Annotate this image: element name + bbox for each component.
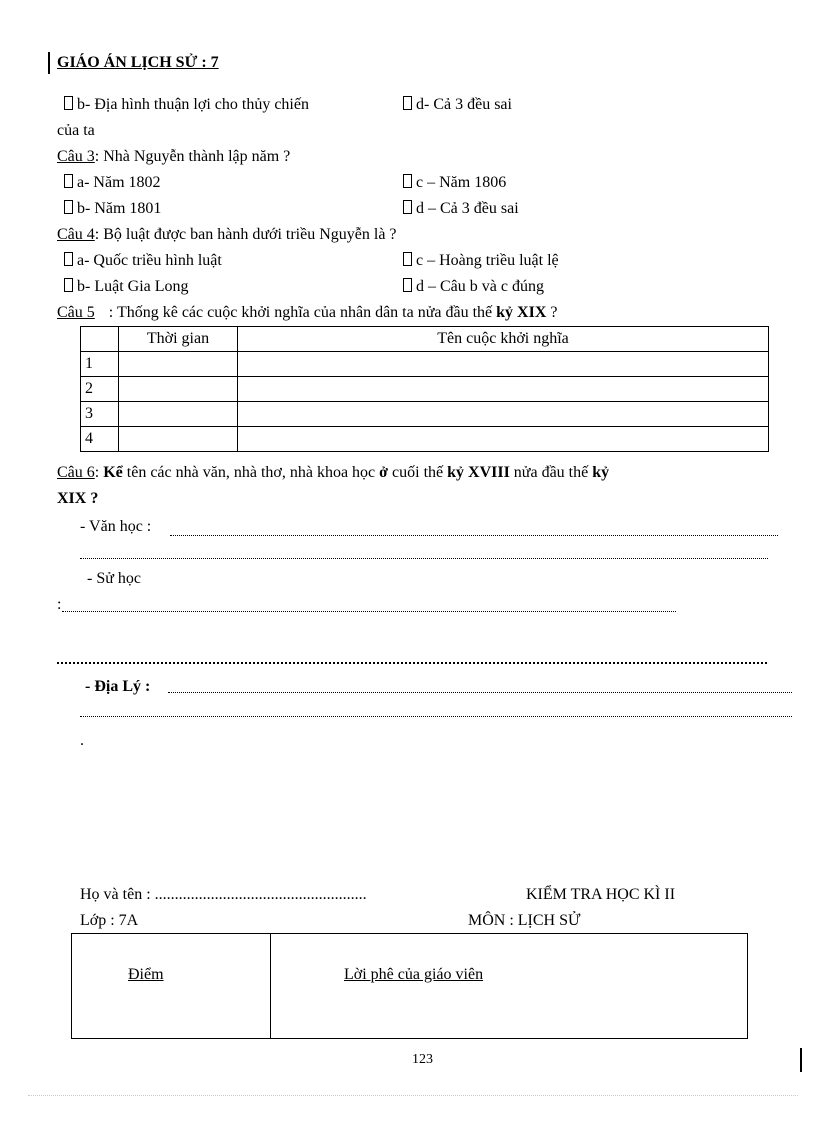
geography-label: - Địa Lý : [85,678,151,695]
student-name-field[interactable]: Họ và tên : ..................................................... [80,886,367,903]
history-label: - Sử học [87,570,141,587]
name-cell[interactable] [238,377,769,402]
q3-option-a: a- Năm 1802 [64,174,161,192]
geography-answer-line-2[interactable] [80,716,792,717]
grade-box [71,933,748,1039]
name-cell[interactable] [238,427,769,452]
exam-title: KIỂM TRA HỌC KÌ II [526,886,676,903]
page-title: GIÁO ÁN LỊCH SỬ : 7 [57,54,219,71]
q3-option-c: c – Năm 1806 [403,174,506,192]
question-6-line-2: XIX ? [57,490,99,507]
q3-option-b: b- Năm 1801 [64,200,161,218]
history-answer-line[interactable] [62,611,676,612]
question-3: Câu 3: Nhà Nguyễn thành lập năm ? [57,148,291,165]
table-header-cell: Thời gian [119,327,238,352]
question-4: Câu 4: Bộ luật được ban hành dưới triều Nguyễn là ? [57,226,397,243]
time-cell[interactable] [119,352,238,377]
table-header-cell: Tên cuộc khởi nghĩa [238,327,769,352]
q2-option-d: d- Cả 3 đều sai [403,96,512,114]
row-number: 3 [81,402,119,427]
checkbox-icon [64,200,73,214]
literature-label: - Văn học : [80,518,152,535]
time-cell[interactable] [119,377,238,402]
q4-option-c: c – Hoàng triều luật lệ [403,252,559,270]
question-6: Câu 6: Kể tên các nhà văn, nhà thơ, nhà khoa học ở cuối thế kỷ XVIII nửa đầu thế kỷ [57,464,610,481]
checkbox-icon [64,278,73,292]
name-cell[interactable] [238,402,769,427]
row-number: 4 [81,427,119,452]
checkbox-icon [64,174,73,188]
row-number: 1 [81,352,119,377]
table-row [81,427,769,452]
page-number: 123 [412,1052,433,1067]
left-margin-bar [48,52,50,74]
checkbox-icon [403,278,412,292]
q2-option-b: b- Địa hình thuận lợi cho thủy chiến [64,96,309,114]
grade-box-divider [270,934,271,1038]
time-cell[interactable] [119,402,238,427]
geography-answer-line[interactable] [168,692,792,693]
table-row [81,352,769,377]
history-answer-line-2[interactable] [57,662,767,664]
q2-option-b-continued: của ta [57,122,95,139]
time-cell[interactable] [119,427,238,452]
history-colon: : [57,596,62,613]
row-number: 2 [81,377,119,402]
q4-option-d: d – Câu b và c đúng [403,278,544,296]
checkbox-icon [403,174,412,188]
table-header-row [81,327,769,352]
name-cell[interactable] [238,352,769,377]
stray-period: . [80,732,84,749]
table-row [81,402,769,427]
subject-label: MÔN : LỊCH SỬ [468,912,581,929]
checkbox-icon [403,96,412,110]
class-label: Lớp : 7A [80,912,139,929]
bottom-dotted-border [28,1095,798,1096]
teacher-comment-label: Lời phê của giáo viên [344,966,484,983]
table-header-cell [81,327,119,352]
checkbox-icon [64,96,73,110]
literature-answer-line-2[interactable] [80,558,768,559]
uprisings-table [80,326,769,452]
q4-option-a: a- Quốc triều hình luật [64,252,222,270]
right-margin-bar [800,1048,802,1072]
question-5: Câu 5 : Thống kê các cuộc khởi nghĩa của nhân dân ta nửa đầu thế kỷ XIX ? [57,304,558,321]
checkbox-icon [403,252,412,266]
literature-answer-line[interactable] [170,535,778,536]
checkbox-icon [403,200,412,214]
checkbox-icon [64,252,73,266]
q4-option-b: b- Luật Gia Long [64,278,189,296]
score-label: Điểm [128,966,164,983]
table-row [81,377,769,402]
q3-option-d: d – Cả 3 đều sai [403,200,519,218]
